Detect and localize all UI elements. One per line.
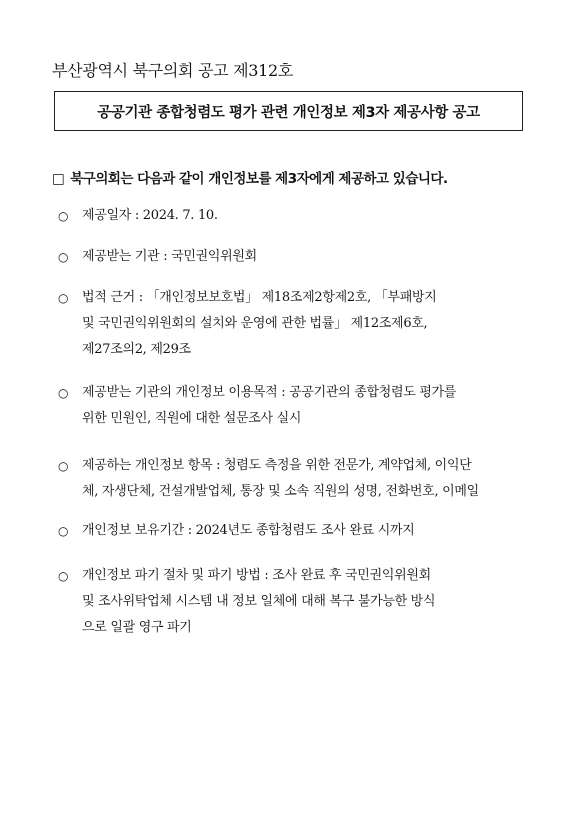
circle-bullet-icon: ○ [58,209,69,223]
circle-bullet-icon: ○ [58,291,69,305]
circle-bullet-icon: ○ [58,569,69,583]
item-line: 및 국민권익위원회의 설치와 운영에 관한 법률」 제12조제6호, [82,316,428,331]
item-line: 으로 일괄 영구 파기 [82,620,192,635]
intro-text: 북구의회는 다음과 같이 개인정보를 제3자에게 제공하고 있습니다. [70,171,448,187]
item-line: 체, 자생단체, 건설개발업체, 통장 및 소속 직원의 성명, 전화번호, 이메일 [82,484,479,499]
list-item-data-fields [58,453,538,505]
circle-bullet-icon: ○ [58,459,69,473]
list-item-purpose [58,380,538,432]
item-line: 제공일자 : 2024. 7. 10. [82,208,218,223]
checkbox-mark-icon: □ [52,171,65,187]
list-item-legal-basis [58,285,538,363]
notice-number: 부산광역시 북구의회 공고 제312호 [52,61,294,80]
item-line: 제공하는 개인정보 항목 : 청렴도 측정을 위한 전문가, 계약업체, 이익단 [82,458,472,473]
item-line: 개인정보 보유기간 : 2024년도 종합청렴도 조사 완료 시까지 [82,523,415,538]
item-line: 및 조사위탁업체 시스템 내 정보 일체에 대해 복구 불가능한 방식 [82,594,436,609]
circle-bullet-icon: ○ [58,386,69,400]
item-line: 개인정보 파기 절차 및 파기 방법 : 조사 완료 후 국민권익위원회 [82,568,431,583]
intro-statement [52,167,448,187]
list-item-destruction-method [58,563,538,641]
item-line: 위한 민원인, 직원에 대한 설문조사 실시 [82,411,302,426]
item-line: 제공받는 기관 : 국민권익위원회 [82,249,257,264]
circle-bullet-icon: ○ [58,250,69,264]
circle-bullet-icon: ○ [58,524,69,538]
list-item-recipient-agency [58,244,538,270]
item-line: 제27조의2, 제29조 [82,342,191,357]
title-box [54,91,523,131]
item-line: 법적 근거 : 「개인정보보호법」 제18조제2항제2호, 「부패방지 [82,290,437,305]
document-title: 공공기관 종합청렴도 평가 관련 개인정보 제3자 제공사항 공고 [97,104,480,121]
item-line: 제공받는 기관의 개인정보 이용목적 : 공공기관의 종합청렴도 평가를 [82,385,457,400]
list-item-provision-date [58,203,538,229]
list-item-retention-period [58,518,538,544]
